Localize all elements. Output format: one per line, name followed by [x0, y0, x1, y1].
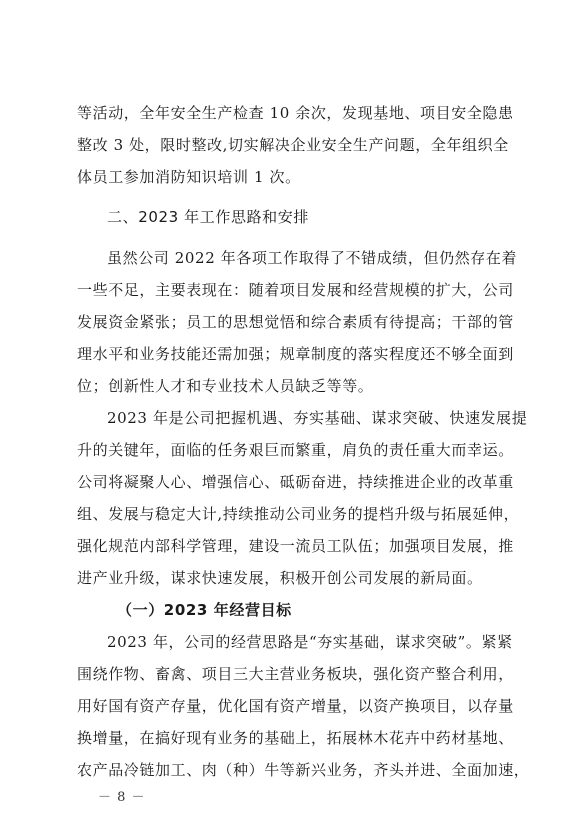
paragraph-line: 位；创新性人才和专业技术人员缺乏等等。 — [77, 377, 374, 395]
section-heading: 二、2023 年工作思路和安排 — [107, 208, 309, 226]
paragraph-line: 公司将凝聚人心、增强信心、砥砺奋进，持续推进企业的改革重 — [77, 473, 514, 491]
paragraph-line: 2023 年，公司的经营思路是“夯实基础，谋求突破”。紧紧 — [107, 633, 513, 651]
paragraph-line: 进产业升级，谋求快速发展，积极开创公司发展的新局面。 — [77, 569, 483, 587]
subsection-heading: （一）2023 年经营目标 — [117, 601, 292, 619]
paragraph-line: 2023 年是公司把握机遇、夯实基础、谋求突破、快速发展提 — [107, 409, 528, 427]
paragraph-line: 用好国有资产存量，优化国有资产增量，以资产换项目，以存量 — [77, 697, 514, 715]
intro-line: 等活动，全年安全生产检查 10 余次，发现基地、项目安全隐患 — [77, 104, 514, 122]
paragraph-line: 升的关键年，面临的任务艰巨而繁重，肩负的责任重大而幸运。 — [77, 441, 514, 459]
paragraph-line: 强化规范内部科学管理，建设一流员工队伍；加强项目发展，推 — [77, 537, 514, 555]
paragraph-line: 发展资金紧张；员工的思想觉悟和综合素质有待提高；干部的管 — [77, 313, 514, 331]
paragraph-line: 换增量，在搞好现有业务的基础上，拓展林木花卉中药材基地、 — [77, 729, 514, 747]
page-number: － 8 － — [98, 790, 146, 805]
paragraph-line: 理水平和业务技能还需加强；规章制度的落实程度还不够全面到 — [77, 345, 514, 363]
intro-line: 整改 3 处，限时整改,切实解决企业安全生产问题，全年组织全 — [77, 136, 509, 154]
intro-line: 体员工参加消防知识培训 1 次。 — [77, 168, 301, 186]
paragraph-line: 围绕作物、畜禽、项目三大主营业务板块，强化资产整合利用， — [77, 665, 514, 683]
paragraph-line: 虽然公司 2022 年各项工作取得了不错成绩，但仍然存在着 — [107, 249, 518, 267]
paragraph-line: 一些不足，主要表现在：随着项目发展和经营规模的扩大，公司 — [77, 281, 514, 299]
paragraph-line: 农产品冷链加工、肉（种）牛等新兴业务，齐头并进、全面加速， — [77, 761, 530, 779]
paragraph-line: 组、发展与稳定大计,持续推动公司业务的提档升级与拓展延伸， — [77, 505, 520, 523]
